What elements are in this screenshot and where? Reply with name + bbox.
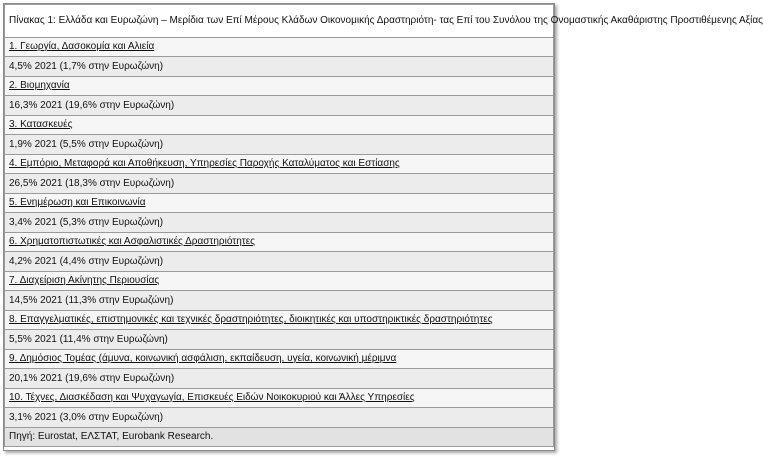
- sector-value: 4,5% 2021 (1,7% στην Ευρωζώνη): [5, 57, 554, 77]
- table-row: [5, 194, 554, 213]
- sector-value: 3,4% 2021 (5,3% στην Ευρωζώνη): [5, 213, 554, 233]
- table-row: [5, 38, 554, 57]
- table-row: [5, 369, 554, 389]
- sector-label: 8. Επαγγελματικές, επιστημονικές και τεχνικές δραστηριότητες, διοικητικές και υποστηρικτικές δραστηριότητες: [9, 314, 493, 325]
- table-row: [5, 57, 554, 77]
- table-row: [5, 213, 554, 233]
- sector-label: 1. Γεωργία, Δασοκομία και Αλιεία: [9, 41, 155, 52]
- table-row: [5, 233, 554, 252]
- sector-value: 16,3% 2021 (19,6% στην Ευρωζώνη): [5, 96, 554, 116]
- sector-value: 26,5% 2021 (18,3% στην Ευρωζώνη): [5, 174, 554, 194]
- sector-label: 3. Κατασκευές: [9, 119, 73, 130]
- table-row: [5, 135, 554, 155]
- table-row: [5, 155, 554, 174]
- sector-label: 9. Δημόσιος Τομέας (άμυνα, κοινωνική ασφάλιση, εκπαίδευση, υγεία, κοινωνική μέριμνα: [9, 353, 397, 364]
- table-source: Πηγή: Eurostat, ΕΛΣΤΑΤ, Eurobank Research.: [5, 428, 554, 447]
- table-frame: [3, 3, 763, 451]
- table-row: [5, 389, 554, 408]
- sector-label: 7. Διαχείριση Ακίνητης Περιουσίας: [9, 275, 160, 286]
- sector-value: 20,1% 2021 (19,6% στην Ευρωζώνη): [5, 369, 554, 389]
- sector-label: 6. Χρηματοπιστωτικές και Ασφαλιστικές Δραστηριότητες: [9, 236, 255, 247]
- sector-value: 4,2% 2021 (4,4% στην Ευρωζώνη): [5, 252, 554, 272]
- sector-value: 1,9% 2021 (5,5% στην Ευρωζώνη): [5, 135, 554, 155]
- sector-label: 5. Ενημέρωση και Επικοινωνία: [9, 197, 146, 208]
- sector-label: 4. Εμπόριο, Μεταφορά και Αποθήκευση, Υπηρεσίες Παροχής Καταλύματος και Εστίασης: [9, 158, 400, 169]
- sector-label: 2. Βιομηχανία: [9, 80, 70, 91]
- table-row: [5, 291, 554, 311]
- table-row: [5, 350, 554, 369]
- sector-value: 5,5% 2021 (11,4% στην Ευρωζώνη): [5, 330, 554, 350]
- table-source-row: [5, 428, 554, 447]
- sector-value: 3,1% 2021 (3,0% στην Ευρωζώνη): [5, 408, 554, 428]
- table-row: [5, 77, 554, 96]
- sector-value: 14,5% 2021 (11,3% στην Ευρωζώνη): [5, 291, 554, 311]
- table-row: [5, 311, 554, 330]
- table-row: [5, 252, 554, 272]
- table-title-row: [5, 5, 554, 38]
- table-row: [5, 272, 554, 291]
- table-row: [5, 96, 554, 116]
- table-title: Πίνακας 1: Ελλάδα και Ευρωζώνη – Μερίδια των Επί Μέρους Κλάδων Οικονομικής Δραστηριότη- τας Επί του Συνόλου της Ονομαστικής Ακαθάριστης Προστιθέμενης Αξίας: [5, 5, 554, 38]
- table-row: [5, 116, 554, 135]
- table-row: [5, 408, 554, 428]
- sector-label: 10. Τέχνες, Διασκέδαση και Ψυχαγωγία, Επισκευές Ειδών Νοικοκυριού και Άλλες Υπηρεσίες: [9, 392, 415, 403]
- sector-share-table: [4, 4, 763, 447]
- table-row: [5, 330, 554, 350]
- table-row: [5, 174, 554, 194]
